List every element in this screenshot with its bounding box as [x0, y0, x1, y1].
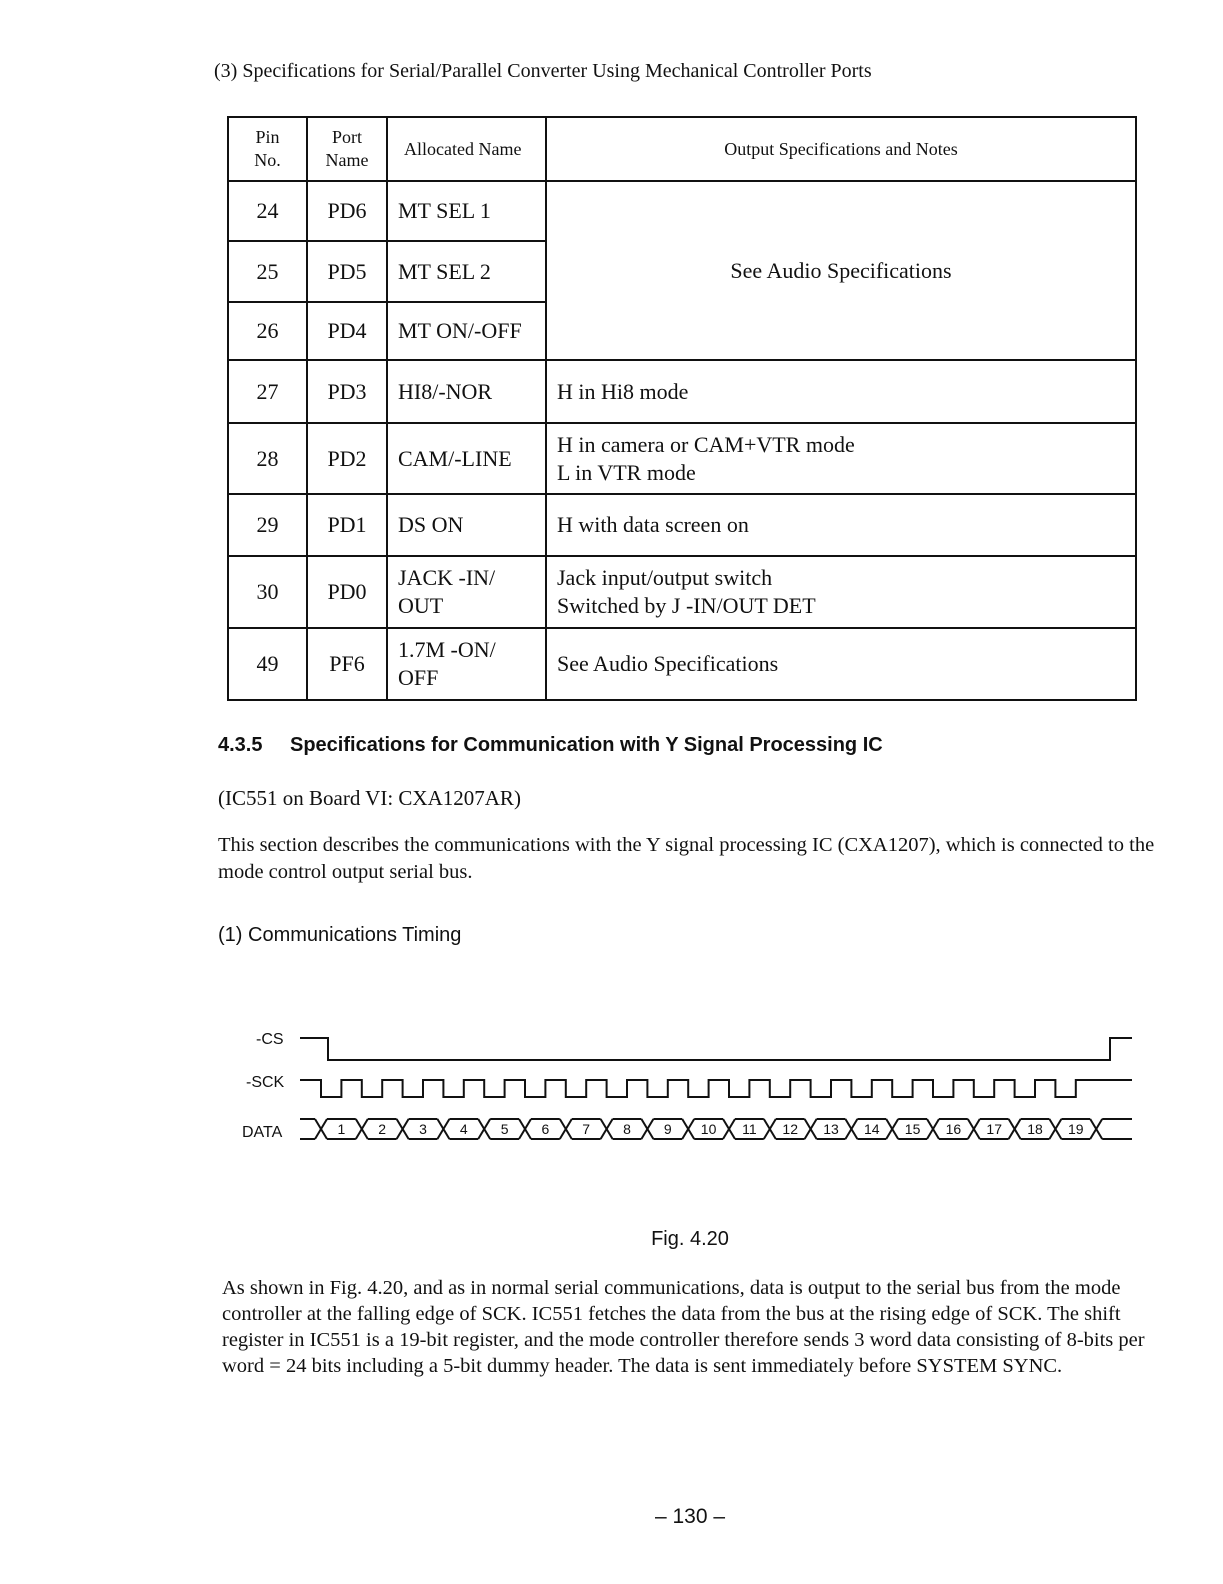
data-bit-label: 15 — [904, 1121, 921, 1137]
signal-label-sck: -SCK — [246, 1074, 285, 1091]
table-title: (3) Specifications for Serial/Parallel Converter Using Mechanical Controller Ports — [214, 60, 872, 82]
data-bit-label: 18 — [1027, 1121, 1043, 1137]
header-port: Port Name — [307, 117, 387, 181]
data-bit-label: 12 — [782, 1121, 798, 1137]
table-row: 24 PD6 MT SEL 1 See Audio Specifications — [228, 181, 1136, 241]
data-bit-label: 6 — [541, 1121, 550, 1137]
timing-diagram — [230, 1020, 1140, 1150]
data-bus — [300, 1119, 1132, 1139]
data-bit-label: 14 — [864, 1121, 880, 1137]
data-bit-label: 9 — [663, 1121, 672, 1137]
table-row: 29 PD1 DS ON H with data screen on — [228, 494, 1136, 556]
explanation-paragraph: As shown in Fig. 4.20, and as in normal serial communications, data is output to the serial bus from the mode controller at the falling edge of SCK. IC551 fetches the data from the bus at the rising edge of SCK. The shift register in IC551 is a 19-bit register, and the mode controller therefore sends 3 word data consisting of 8-bits per word = 24 bits including a 5-bit dummy header. The data is sent immediately before SYSTEM SYNC. — [222, 1277, 1145, 1377]
ic-reference: (IC551 on Board VI: CXA1207AR) — [218, 786, 521, 810]
table-row: 49 PF6 1.7M -ON/ OFF See Audio Specifications — [228, 628, 1136, 700]
header-allocated-name: Allocated Name — [387, 117, 546, 181]
data-bit-label: 11 — [742, 1121, 757, 1137]
data-bit-label: 19 — [1068, 1121, 1084, 1137]
table-row: 27 PD3 HI8/-NOR H in Hi8 mode — [228, 360, 1136, 423]
data-bit-label: 5 — [500, 1121, 509, 1137]
table-row: 30 PD0 JACK -IN/ OUT Jack input/output switch Switched by J -IN/OUT DET — [228, 556, 1136, 628]
data-bit-label: 10 — [700, 1121, 717, 1137]
table-row: 26 PD4 MT ON/-OFF — [228, 302, 1136, 360]
section-heading: 4.3.5 Specifications for Communication with Y Signal Processing IC — [218, 734, 883, 756]
signal-label-data: DATA — [242, 1124, 283, 1141]
data-bit-label: 17 — [986, 1121, 1002, 1137]
page-number: – 130 – — [654, 1505, 726, 1528]
sub-heading: (1) Communications Timing — [218, 924, 462, 946]
intro-paragraph: This section describes the communications with the Y signal processing IC (CXA1207), which is connected to the mode control output serial bus. — [218, 834, 1155, 883]
figure-caption: Fig. 4.20 — [651, 1228, 729, 1250]
data-bit-label: 4 — [459, 1121, 468, 1137]
data-bit-label: 1 — [337, 1121, 346, 1137]
table-row: 25 PD5 MT SEL 2 — [228, 241, 1136, 302]
cs-waveform — [300, 1038, 1132, 1060]
table-row: 28 PD2 CAM/-LINE H in camera or CAM+VTR mode L in VTR mode — [228, 423, 1136, 494]
data-bit-label: 2 — [378, 1121, 387, 1137]
merged-note: See Audio Specifications — [546, 181, 1136, 360]
port-spec-table — [227, 116, 1137, 701]
header-notes: Output Specifications and Notes — [546, 117, 1136, 181]
data-bit-label: 7 — [582, 1121, 591, 1137]
signal-label-cs: -CS — [256, 1031, 284, 1048]
data-bit-label: 16 — [945, 1121, 962, 1137]
sck-waveform — [300, 1080, 1132, 1097]
header-pin: Pin No. — [228, 117, 307, 181]
data-bit-label: 8 — [623, 1121, 631, 1137]
table-header-row — [228, 117, 1136, 181]
data-bit-label: 13 — [823, 1121, 839, 1137]
data-bit-label: 3 — [419, 1121, 427, 1137]
